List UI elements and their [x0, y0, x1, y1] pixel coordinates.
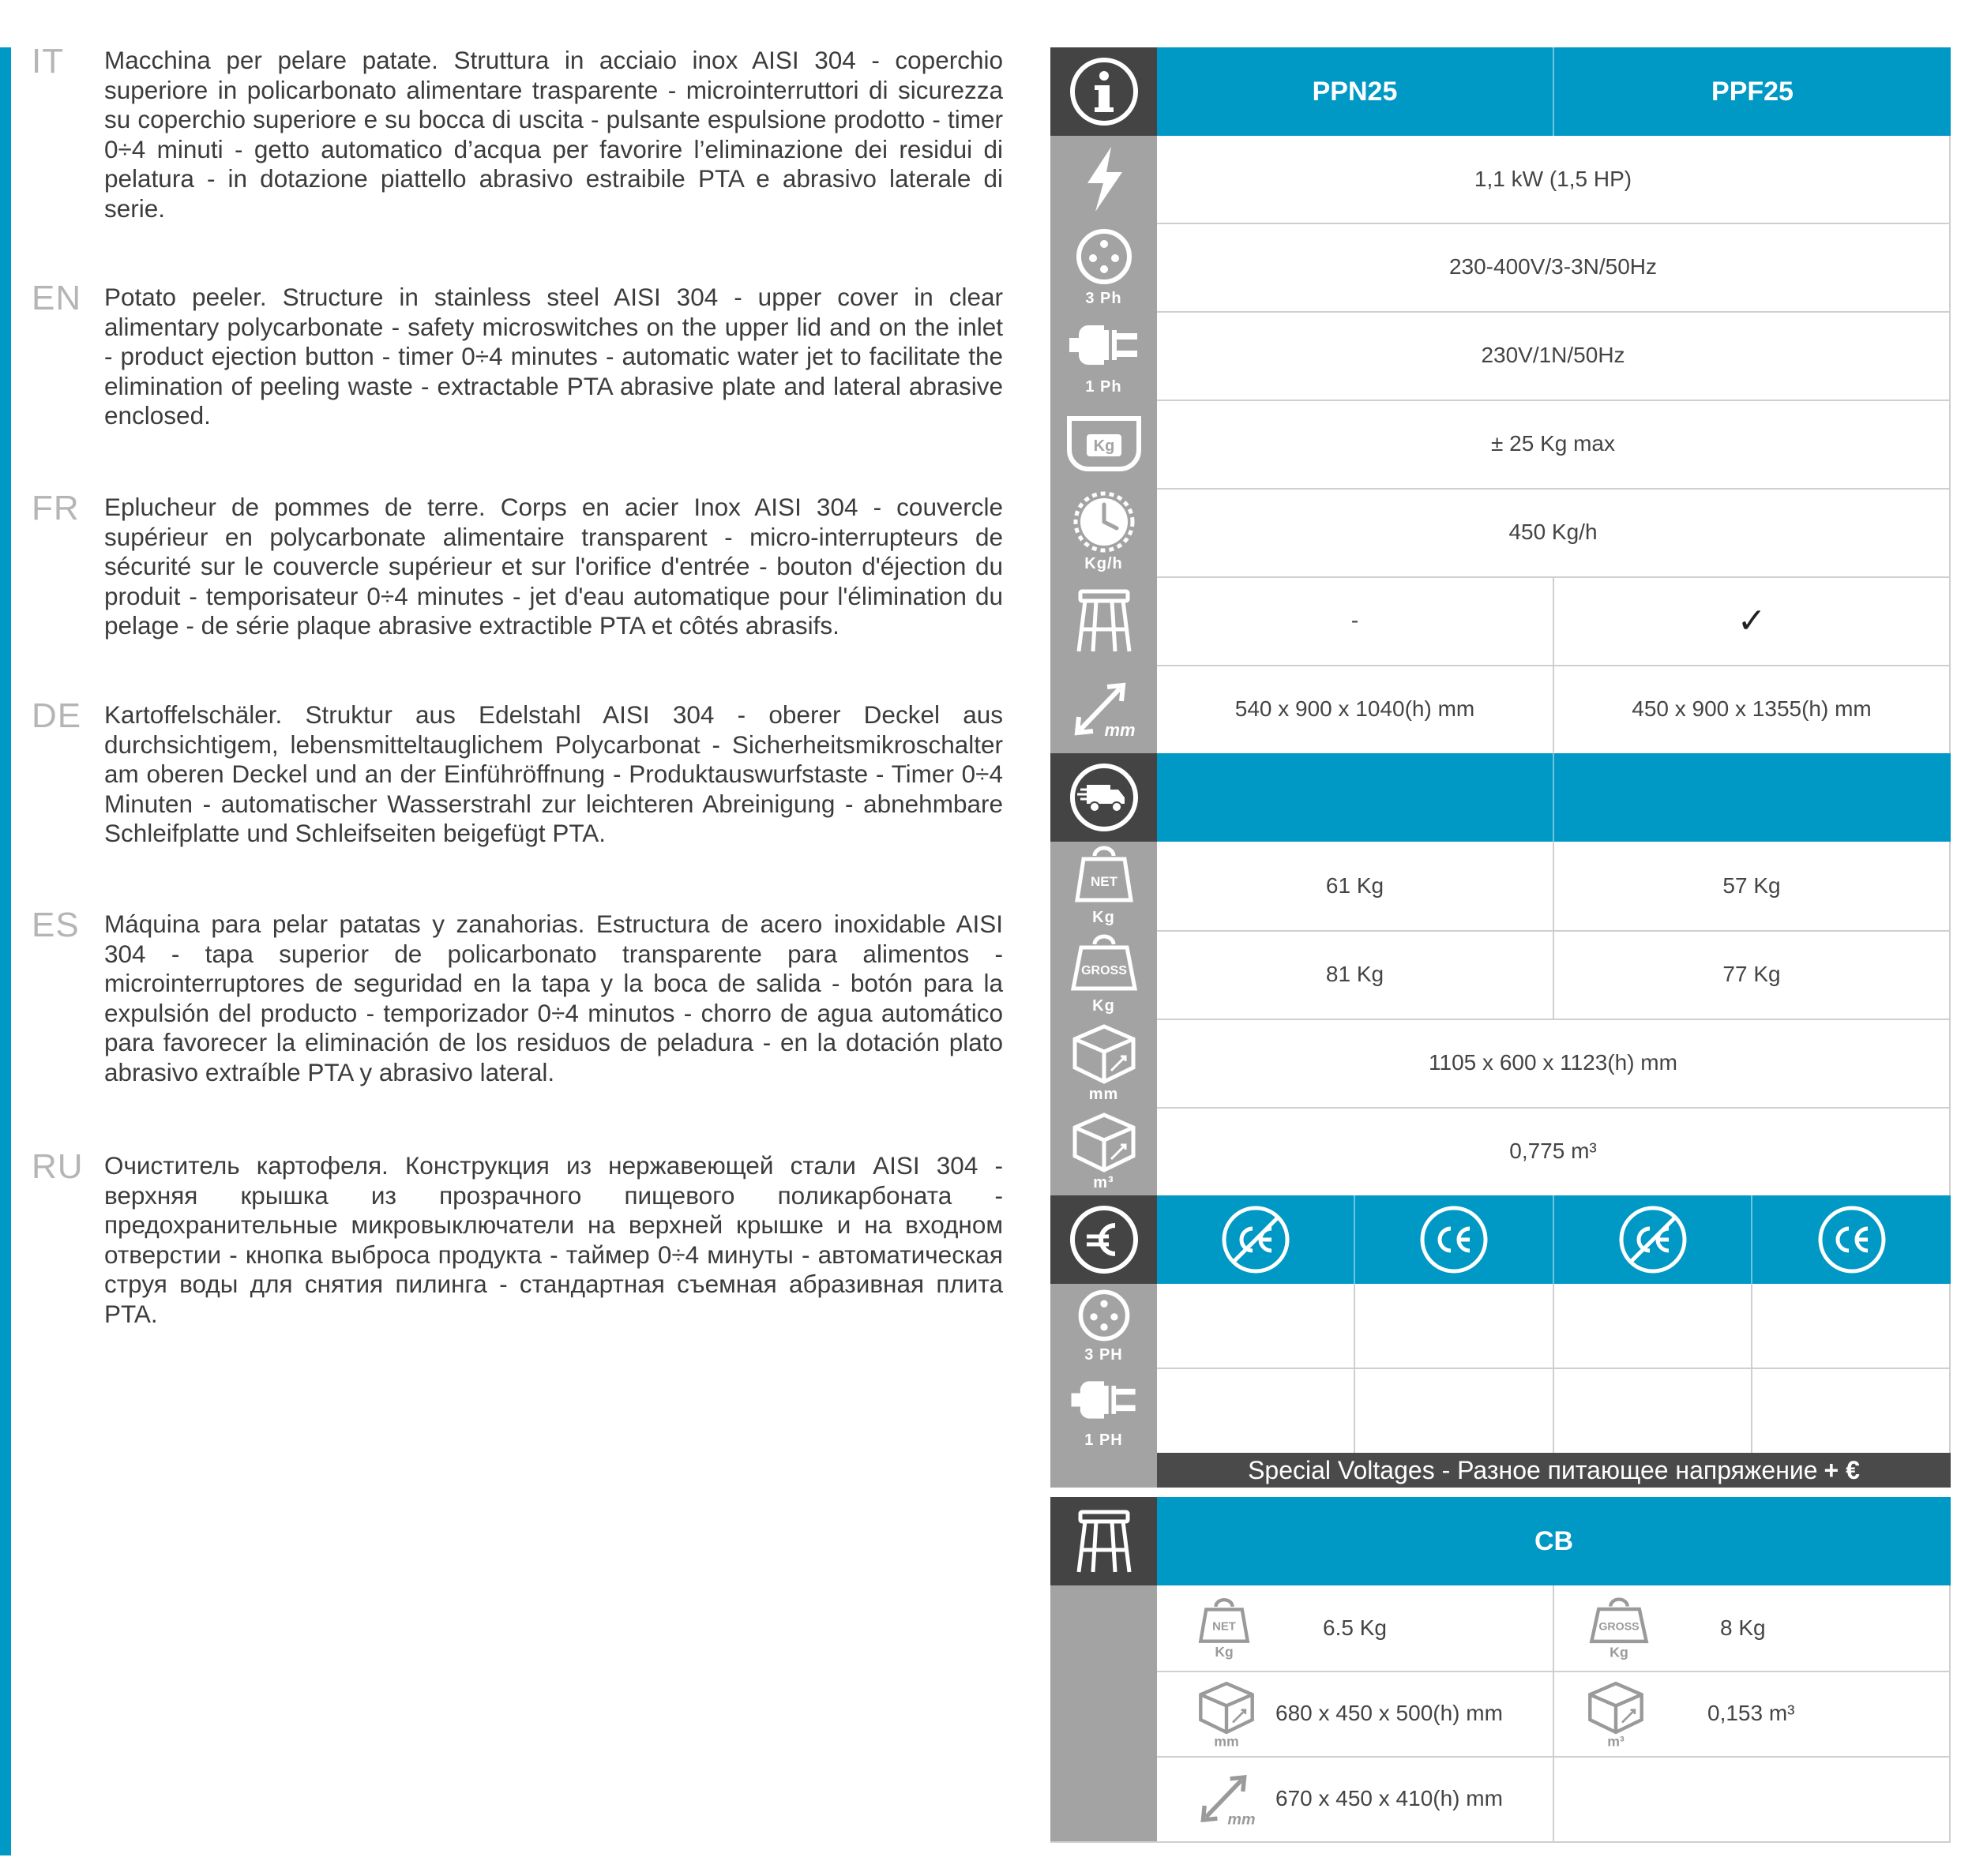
icon-text: GROSS [1598, 1620, 1640, 1634]
net-weight-row [1050, 842, 1951, 932]
accessory-package-cell [1157, 1671, 1554, 1756]
gross-weight-icon [1050, 930, 1157, 1019]
language-code: IT [32, 42, 65, 81]
voltage-1ph-row [1050, 311, 1951, 401]
shipping-header-row [1050, 753, 1951, 842]
price-cell [1157, 1284, 1355, 1368]
accessory-gross-weight: 8 Kg [1720, 1615, 1766, 1640]
icon-sublabel: 1 Ph [1085, 378, 1122, 396]
icon-text: mm [1214, 1733, 1239, 1748]
package-box-icon [1196, 1680, 1256, 1748]
language-code: DE [32, 696, 82, 735]
model-ppf25: PPF25 [1554, 47, 1951, 136]
euro-icon [1050, 1195, 1157, 1284]
capacity-row [1050, 400, 1951, 490]
net-weight-icon [1050, 842, 1157, 930]
gross-weight-row [1050, 930, 1951, 1020]
icon-text: Kg [1610, 1644, 1628, 1660]
net-weight-ppn25: 61 Kg [1157, 842, 1554, 930]
production-row [1050, 488, 1951, 578]
accessory-package: 680 x 450 x 500(h) mm [1275, 1701, 1503, 1725]
delivery-truck-icon [1050, 753, 1157, 842]
capacity-value: ± 25 Kg max [1157, 400, 1951, 488]
icon-sublabel: mm [1088, 1086, 1119, 1103]
package-row [1050, 1019, 1951, 1109]
dimensions-ppf25: 450 x 900 x 1355(h) mm [1554, 665, 1951, 753]
gross-weight-icon [1586, 1596, 1652, 1660]
volume-box-icon [1050, 1107, 1157, 1195]
price-cell [1355, 1284, 1554, 1368]
dimensions-row [1050, 665, 1951, 755]
plug-icon [1050, 311, 1157, 400]
accessory-gross-cell [1554, 1585, 1951, 1671]
special-voltages-suffix: + € [1824, 1455, 1860, 1484]
accessory-dimensions-row [1050, 1756, 1951, 1843]
icon-text: mm [1103, 720, 1136, 740]
stand-icon [1050, 1497, 1157, 1585]
icon-text: NET [1090, 874, 1117, 889]
no-ce-mark-icon [1554, 1195, 1752, 1284]
voltage-3ph-value: 230-400V/3-3N/50Hz [1157, 223, 1951, 311]
gross-weight-ppn25: 81 Kg [1157, 930, 1554, 1019]
language-code: ES [32, 906, 80, 944]
three-phase-socket-icon [1050, 223, 1157, 311]
icon-text: m³ [1607, 1733, 1625, 1748]
accessory-header-row [1050, 1497, 1951, 1585]
package-box-icon [1050, 1019, 1157, 1107]
price-cell [1554, 1284, 1752, 1368]
no-ce-mark-icon [1157, 1195, 1355, 1284]
net-weight-icon [1196, 1596, 1252, 1660]
description-text: Máquina para pelar patatas y zanahorias. Estructura de acero inoxidable AISI 304 - tapa superior de policarbonato transparente para alimentos - microinterruptores de seguridad en la tapa y la boca de salida - botón para la expulsión del producto - temporizador 0÷4 minutos - chorro de agua automático para favorecer la eliminación de los residuos de peladura - en la dotación plato abrasivo extraíble PTA y abrasivo lateral. [104, 910, 1003, 1086]
accessory-volume-cell [1554, 1671, 1951, 1756]
accessory-net-cell [1157, 1585, 1554, 1671]
ce-mark-icon [1752, 1195, 1951, 1284]
icon-text: mm [1227, 1810, 1256, 1829]
language-code: FR [32, 489, 80, 527]
icon-text: Kg [1093, 437, 1114, 455]
plug-icon [1050, 1368, 1157, 1453]
stand-row [1050, 576, 1951, 666]
icon-sublabel: 1 PH [1084, 1431, 1123, 1449]
stand-ppf25-check: ✓ [1554, 576, 1951, 665]
description-text: Eplucheur de pommes de terre. Corps en acier Inox AISI 304 - couvercle supérieur en polycarbonate alimentaire transparent - micro-interrupteurs de sécurité sur le couvercle supérieur et sur l'orifice d'entrée - bouton d'éjection du produit - temporisateur 0÷4 minutes - jet d'eau automatique pour l'élimination du pelage - de série plaque abrasive extractible PTA et côtés abrasifs. [104, 493, 1003, 640]
special-voltages-row [1050, 1453, 1951, 1488]
special-voltages-text: Special Voltages - Разное питающее напряжение [1248, 1455, 1818, 1484]
power-value: 1,1 kW (1,5 HP) [1157, 136, 1951, 223]
shipping-ppf25 [1554, 753, 1951, 842]
accessory-dimensions-cell [1157, 1756, 1554, 1841]
dimension-arrow-icon [1050, 665, 1157, 753]
stand-icon [1050, 576, 1157, 665]
empty-icon-cell [1050, 1585, 1157, 1671]
power-row [1050, 136, 1951, 224]
accessory-dimensions: 670 x 450 x 410(h) mm [1275, 1786, 1503, 1810]
header-row [1050, 47, 1951, 136]
price-3ph-row [1050, 1284, 1951, 1369]
production-value: 450 Kg/h [1157, 488, 1951, 576]
price-1ph-row [1050, 1368, 1951, 1454]
production-gauge-icon [1050, 488, 1157, 576]
volume-value: 0,775 m³ [1157, 1107, 1951, 1195]
icon-sublabel: Kg/h [1084, 555, 1123, 572]
description-text: Potato peeler. Structure in stainless steel AISI 304 - upper cover in clear alimentary polycarbonate - safety microswitches on the upper lid and on the inlet - product ejection button - timer 0÷4 minutes - automatic water jet to facilitate the elimination of peeling waste - extractable PTA abrasive plate and lateral abrasive enclosed. [104, 283, 1003, 430]
ce-mark-icon [1355, 1195, 1554, 1284]
accessory-package-row [1050, 1671, 1951, 1758]
icon-sublabel: 3 PH [1084, 1346, 1123, 1364]
dimension-arrow-icon [1192, 1769, 1263, 1829]
language-code: RU [32, 1147, 84, 1186]
left-accent-bar [0, 47, 11, 1855]
accessory-net-weight: 6.5 Kg [1323, 1615, 1387, 1640]
info-icon [1050, 47, 1157, 136]
gross-weight-ppf25: 77 Kg [1554, 930, 1951, 1019]
price-cell [1752, 1368, 1951, 1453]
icon-text: GROSS [1080, 964, 1127, 977]
icon-sublabel: 3 Ph [1085, 290, 1122, 307]
empty-icon-cell [1050, 1671, 1157, 1756]
voltage-1ph-value: 230V/1N/50Hz [1157, 311, 1951, 400]
icon-sublabel: Kg [1092, 997, 1115, 1015]
description-text: Kartoffelschäler. Struktur aus Edelstahl AISI 304 - oberer Deckel aus durchsichtigem, lebensmitteltauglichem Polycarbonat - Sicherheitsmikroschalter am oberen Deckel und an der Einführöffnung - Produktauswurfstaste - Timer 0÷4 Minuten - automatischer Wasserstrahl zur leichteren Abreinigung - abnehmbare Schleifplatte und Schleifseiten beigefügt PTA. [104, 700, 1003, 848]
price-cell [1752, 1284, 1951, 1368]
language-code: EN [32, 279, 82, 317]
accessory-name: CB [1157, 1497, 1951, 1585]
bowl-capacity-icon [1050, 400, 1157, 488]
three-phase-socket-icon [1050, 1284, 1157, 1368]
model-ppn25: PPN25 [1157, 47, 1554, 136]
empty-icon-cell [1050, 1756, 1157, 1841]
price-header-row [1050, 1195, 1951, 1284]
shipping-ppn25 [1157, 753, 1554, 842]
voltage-3ph-row [1050, 223, 1951, 313]
icon-sublabel: m³ [1093, 1174, 1114, 1191]
package-value: 1105 x 600 x 1123(h) mm [1157, 1019, 1951, 1107]
dimensions-ppn25: 540 x 900 x 1040(h) mm [1157, 665, 1554, 753]
accessory-weight-row [1050, 1585, 1951, 1672]
price-cell [1157, 1368, 1355, 1453]
icon-sublabel: Kg [1092, 909, 1115, 926]
accessory-volume: 0,153 m³ [1707, 1701, 1795, 1725]
price-cell [1554, 1368, 1752, 1453]
description-text: Очиститель картофеля. Конструкция из нержавеющей стали AISI 304 - верхняя крышка из прозрачного пищевого поликарбоната - предохранительные микровыключатели на верхней крышке и на входном отверстии - кнопка выброса продукта - таймер 0÷4 минуты - автоматическая струя воды для снятия пилинга - стандартная съемная абразивная плита PTA. [104, 1151, 1003, 1328]
icon-text: Kg [1215, 1643, 1234, 1660]
special-voltages-bar [1157, 1453, 1951, 1488]
empty-icon-cell [1050, 1453, 1157, 1488]
volume-row [1050, 1107, 1951, 1197]
icon-text: NET [1212, 1620, 1236, 1634]
net-weight-ppf25: 57 Kg [1554, 842, 1951, 930]
accessory-empty-cell [1554, 1756, 1951, 1841]
volume-box-icon [1586, 1680, 1646, 1748]
price-cell [1355, 1368, 1554, 1453]
lightning-icon [1050, 136, 1157, 223]
stand-ppn25: - [1157, 576, 1554, 665]
description-text: Macchina per pelare patate. Struttura in acciaio inox AISI 304 - coperchio superiore in policarbonato alimentare trasparente - microinterruttori di sicurezza su coperchio superiore e su bocca di uscita - pulsante espulsione prodotto - timer 0÷4 minuti - getto automatico d’acqua per favorire l’eliminazione dei residui di pelatura - in dotazione piattello abrasivo estraibile PTA e abrasivo laterale di serie. [104, 46, 1003, 223]
